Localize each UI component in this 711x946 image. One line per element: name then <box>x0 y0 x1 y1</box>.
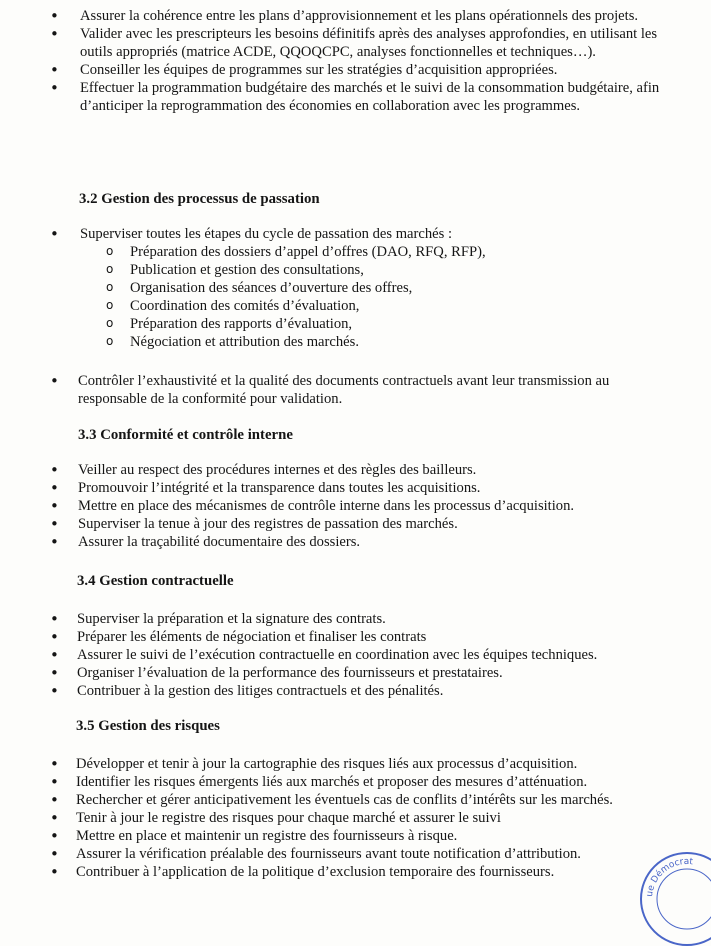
sub-list-item: o Négociation et attribution des marchés. <box>0 333 711 351</box>
sub-list-item: o Préparation des rapports d’évaluation, <box>0 315 711 333</box>
sub-list-item: o Préparation des dossiers d’appel d’offres (DAO, RFQ, RFP), <box>0 243 711 261</box>
s35-list <box>0 755 711 881</box>
s33-list <box>0 461 711 551</box>
section-heading-3-3: 3.3 Conformité et contrôle interne <box>78 427 293 443</box>
list-item: • Assurer la vérification préalable des fournisseurs avant toute notification d’attribution. <box>0 845 711 863</box>
s32-intro-list <box>0 225 711 243</box>
sub-list-item: o Coordination des comités d’évaluation, <box>0 297 711 315</box>
list-item: • Effectuer la programmation budgétaire des marchés et le suivi de la consommation budgétaire, afin d’anticiper la reprogrammation des économies en collaboration avec les programmes. <box>0 79 711 115</box>
list-item: • Valider avec les prescripteurs les besoins définitifs après des analyses approfondies, en utilisant les outils appropriés (matrice ACDE, QQOQCPC, analyses fonctionnelles et techniques…). <box>0 25 711 61</box>
list-item: • Contrôler l’exhaustivité et la qualité des documents contractuels avant leur transmission au responsable de la conformité pour validation. <box>0 372 711 408</box>
s32-after-list <box>0 372 711 408</box>
list-item: • Rechercher et gérer anticipativement les éventuels cas de conflits d’intérêts sur les marchés. <box>0 791 711 809</box>
section-heading-3-5: 3.5 Gestion des risques <box>76 718 220 734</box>
sub-list-item: o Publication et gestion des consultations, <box>0 261 711 279</box>
list-item: • Tenir à jour le registre des risques pour chaque marché et assurer le suivi <box>0 809 711 827</box>
list-item: • Superviser toutes les étapes du cycle de passation des marchés : <box>0 225 711 243</box>
stamp-text: ue Démocrat <box>645 856 694 898</box>
list-item: • Assurer le suivi de l’exécution contractuelle en coordination avec les équipes techniques. <box>0 646 711 664</box>
official-stamp <box>640 852 711 946</box>
list-item: • Promouvoir l’intégrité et la transparence dans toutes les acquisitions. <box>0 479 711 497</box>
list-item: • Veiller au respect des procédures internes et des règles des bailleurs. <box>0 461 711 479</box>
list-item: • Superviser la préparation et la signature des contrats. <box>0 610 711 628</box>
list-item: • Assurer la cohérence entre les plans d’approvisionnement et les plans opérationnels des projets. <box>0 7 711 25</box>
svg-text:ue Démocrat <box>645 857 694 897</box>
s32-sub-list <box>0 243 711 351</box>
list-item: • Conseiller les équipes de programmes sur les stratégies d’acquisition appropriées. <box>0 61 711 79</box>
list-item: • Mettre en place et maintenir un registre des fournisseurs à risque. <box>0 827 711 845</box>
list-item: • Superviser la tenue à jour des registres de passation des marchés. <box>0 515 711 533</box>
list-item: • Contribuer à l’application de la politique d’exclusion temporaire des fournisseurs. <box>0 863 711 881</box>
list-item: • Mettre en place des mécanismes de contrôle interne dans les processus d’acquisition. <box>0 497 711 515</box>
section-heading-3-4: 3.4 Gestion contractuelle <box>77 573 234 589</box>
s34-list <box>0 610 711 700</box>
list-item: • Développer et tenir à jour la cartographie des risques liés aux processus d’acquisition. <box>0 755 711 773</box>
section-heading-3-2: 3.2 Gestion des processus de passation <box>79 191 320 207</box>
list-item: • Identifier les risques émergents liés aux marchés et proposer des mesures d’atténuation. <box>0 773 711 791</box>
list-item: • Contribuer à la gestion des litiges contractuels et des pénalités. <box>0 682 711 700</box>
sub-list-item: o Organisation des séances d’ouverture des offres, <box>0 279 711 297</box>
responsibilities-list-top <box>0 7 711 115</box>
list-item: • Organiser l’évaluation de la performance des fournisseurs et prestataires. <box>0 664 711 682</box>
list-item: • Préparer les éléments de négociation et finaliser les contrats <box>0 628 711 646</box>
list-item: • Assurer la traçabilité documentaire des dossiers. <box>0 533 711 551</box>
